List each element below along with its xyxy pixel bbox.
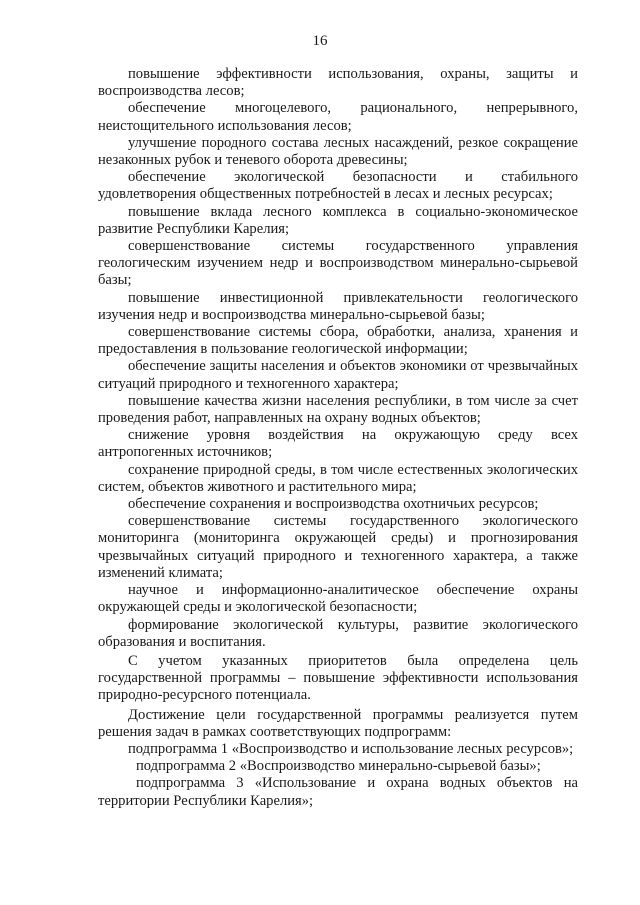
paragraph-subprogram-1: подпрограмма 1 «Воспроизводство и использование лесных ресурсов»; xyxy=(128,740,574,757)
paragraph-ecological-safety: обеспечение экологической безопасности и стабильного удовлетворения общественных потребностей в лесах и лесных ресурсах; xyxy=(98,169,578,203)
paragraph-subprogram-2: подпрограмма 2 «Воспроизводство минерально-сырьевой базы»; xyxy=(136,758,541,775)
paragraph-geology-information: совершенствование системы сбора, обработки, анализа, хранения и предоставления в пользование геологической информации; xyxy=(98,324,578,358)
paragraph-life-quality: повышение качества жизни населения республики, в том числе за счет проведения работ, направленных на охрану водных объектов; xyxy=(98,392,578,427)
paragraph-scientific-support: научное и информационно-аналитическое обеспечение охраны окружающей среды и экологической безопасности; xyxy=(98,582,578,616)
paragraph-ecological-culture: формирование экологической культуры, развитие экологического образования и воспитания. xyxy=(98,616,578,650)
paragraph-forest-contribution: повышение вклада лесного комплекса в социально-экономическое развитие Республики Карелия; xyxy=(98,203,578,237)
page-number: 16 xyxy=(312,33,328,49)
paragraph-subprogram-3: подпрограмма 3 «Использование и охрана водных объектов на территории Республики Карелия»; xyxy=(98,775,578,809)
paragraph-impact-reduction: снижение уровня воздействия на окружающую среду всех антропогенных источников; xyxy=(98,427,578,461)
paragraph-forest-composition: улучшение породного состава лесных насаждений, резкое сокращение незаконных рубок и теневого оборота древесины; xyxy=(98,134,578,169)
paragraph-geology-management: совершенствование системы государственного управления геологическим изучением недр и воспроизводством минерально-сырьевой базы; xyxy=(98,238,578,289)
paragraph-program-goal: С учетом указанных приоритетов была определена цель государственной программы – повышение эффективности использования природно-ресурсного потенциала. xyxy=(98,652,578,704)
paragraph-nature-preservation: сохранение природной среды, в том числе естественных экологических систем, объектов животного и растительного мира; xyxy=(98,461,578,495)
paragraph-goal-achievement: Достижение цели государственной программы реализуется путем решения задач в рамках соответствующих подпрограмм: xyxy=(98,706,578,740)
paragraph-emergency-protection: обеспечение защиты населения и объектов экономики от чрезвычайных ситуаций природного и техногенного характера; xyxy=(98,358,578,392)
document-body xyxy=(98,66,578,810)
paragraph-geology-investment: повышение инвестиционной привлекательности геологического изучения недр и воспроизводства минерально-сырьевой базы; xyxy=(98,289,578,323)
paragraph-hunting-resources: обеспечение сохранения и воспроизводства охотничьих ресурсов; xyxy=(128,496,539,513)
paragraph-forest-multipurpose: обеспечение многоцелевого, рационального, непрерывного, неистощительного использования лесов; xyxy=(98,100,578,134)
paragraph-forest-efficiency: повышение эффективности использования, охраны, защиты и воспроизводства лесов; xyxy=(98,66,578,100)
paragraph-environmental-monitoring: совершенствование системы государственного экологического мониторинга (мониторинга окружающей среды) и прогнозирования чрезвычайных ситуаций природного и техногенного характера, а также изменений климата; xyxy=(98,513,578,581)
